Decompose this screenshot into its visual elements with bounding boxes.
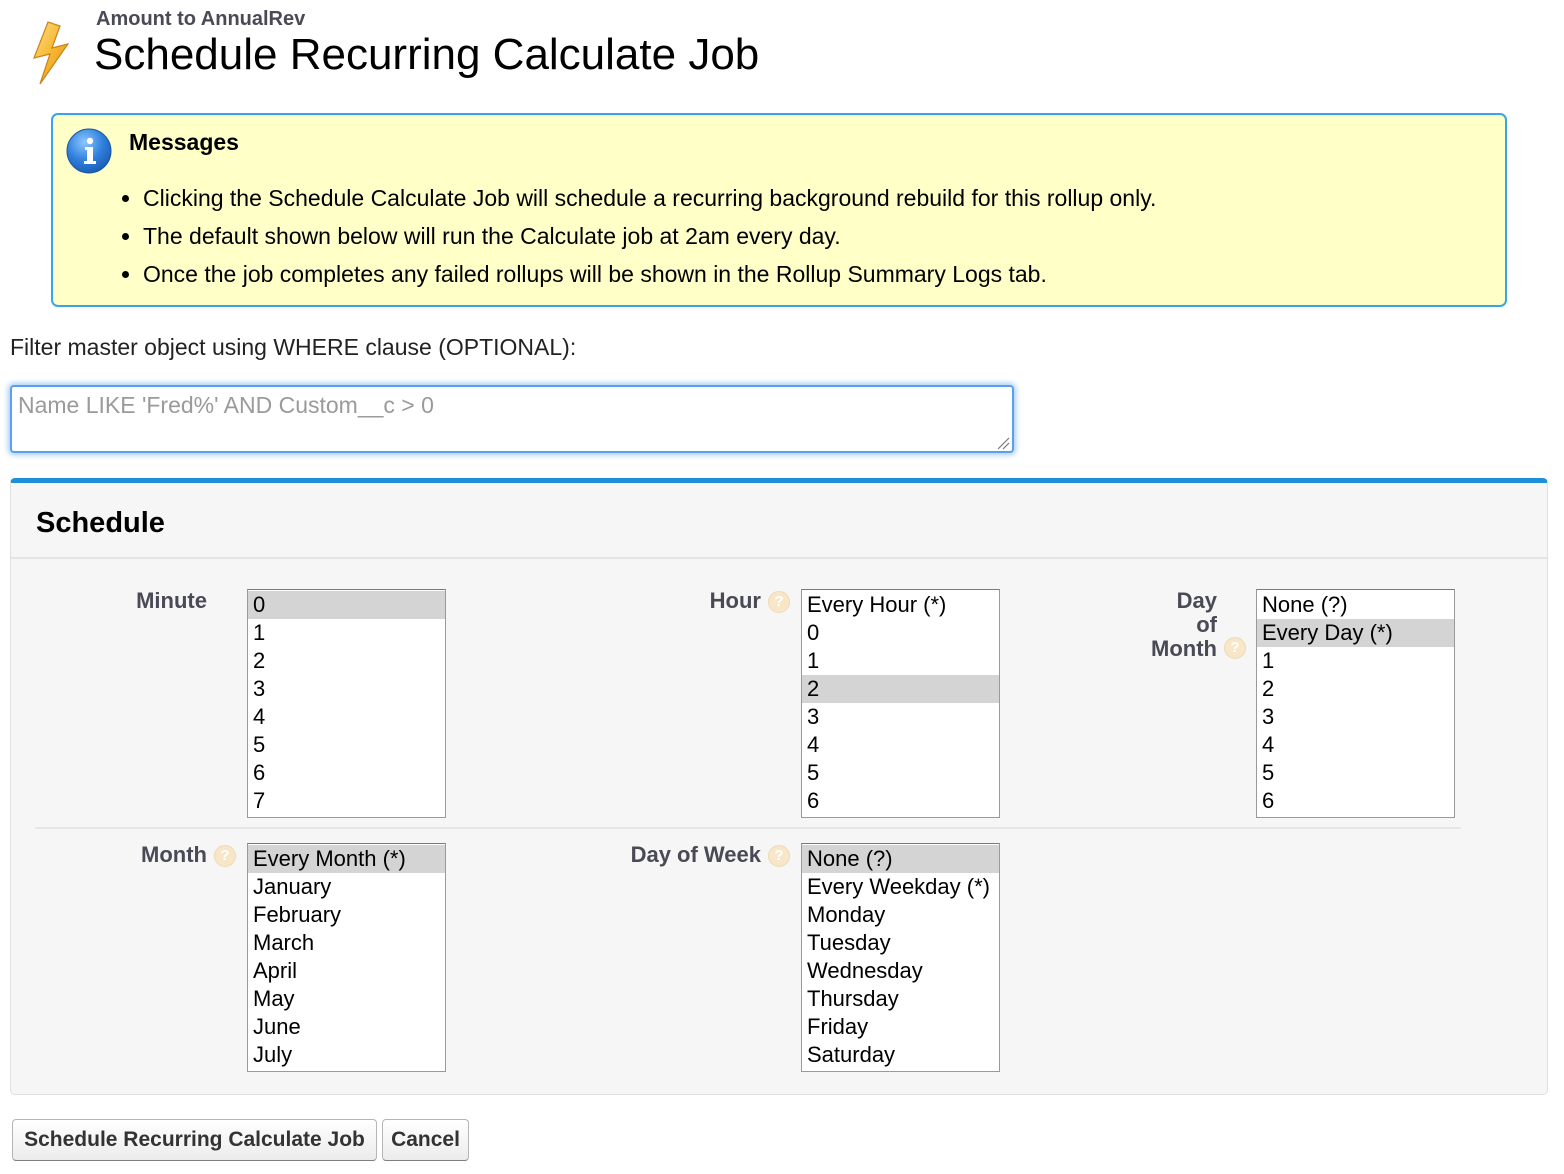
listbox-option[interactable]: Every Weekday (*) xyxy=(807,874,990,899)
minute-listbox[interactable] xyxy=(247,589,446,818)
listbox-option[interactable]: Monday xyxy=(807,902,886,927)
resize-handle-icon[interactable] xyxy=(996,436,1010,450)
listbox-option[interactable]: April xyxy=(253,958,298,983)
section-divider xyxy=(11,557,1547,559)
listbox-option[interactable]: 6 xyxy=(1262,788,1275,813)
day-of-week-label: Day of Week xyxy=(630,842,761,867)
day-of-month-label: Day of Month xyxy=(1151,588,1217,661)
listbox-option[interactable]: Every Hour (*) xyxy=(807,592,947,617)
listbox-option[interactable]: 0 xyxy=(248,591,445,619)
listbox-option[interactable]: 1 xyxy=(807,648,820,673)
listbox-option[interactable]: 7 xyxy=(253,788,266,813)
page-title: Schedule Recurring Calculate Job xyxy=(94,30,760,79)
listbox-option[interactable]: March xyxy=(253,930,315,955)
page-subtitle: Amount to AnnualRev xyxy=(96,8,306,30)
day-of-month-listbox[interactable] xyxy=(1256,589,1455,818)
message-item: • Once the job completes any failed rollups will be shown in the Rollup Summary Logs tab. xyxy=(143,255,1156,293)
message-item: • Clicking the Schedule Calculate Job will schedule a recurring background rebuild for this rollup only. xyxy=(143,179,1156,217)
listbox-option[interactable]: Thursday xyxy=(807,986,899,1011)
listbox-option[interactable]: Tuesday xyxy=(807,930,891,955)
month-label: Month xyxy=(141,842,207,867)
section-divider xyxy=(35,827,1461,829)
schedule-panel xyxy=(10,478,1548,1095)
messages-panel xyxy=(51,113,1507,307)
listbox-option[interactable]: February xyxy=(253,902,342,927)
help-icon[interactable]: ? xyxy=(768,591,790,613)
listbox-option[interactable]: 5 xyxy=(253,732,266,757)
listbox-option[interactable]: 0 xyxy=(807,620,820,645)
info-icon xyxy=(65,127,113,175)
listbox-option[interactable]: None (?) xyxy=(1262,592,1348,617)
help-icon[interactable]: ? xyxy=(1224,637,1246,659)
schedule-job-button[interactable]: Schedule Recurring Calculate Job xyxy=(12,1119,377,1161)
listbox-option[interactable]: Wednesday xyxy=(807,958,923,983)
listbox-option[interactable]: 5 xyxy=(1262,760,1275,785)
listbox-option[interactable]: Saturday xyxy=(807,1042,896,1067)
where-clause-input[interactable] xyxy=(10,385,1014,453)
hour-listbox[interactable] xyxy=(801,589,1000,818)
listbox-option[interactable]: 2 xyxy=(802,675,999,703)
listbox-option[interactable]: 2 xyxy=(1262,676,1275,701)
listbox-option[interactable]: 5 xyxy=(807,760,820,785)
listbox-option[interactable]: 3 xyxy=(1262,704,1275,729)
listbox-option[interactable]: 3 xyxy=(807,704,820,729)
help-icon[interactable]: ? xyxy=(768,845,790,867)
listbox-option[interactable]: Friday xyxy=(807,1014,869,1039)
listbox-option[interactable]: 4 xyxy=(253,704,266,729)
hour-label: Hour xyxy=(709,588,761,613)
listbox-option[interactable]: 4 xyxy=(1262,732,1275,757)
listbox-option[interactable]: 2 xyxy=(253,648,266,673)
listbox-option[interactable]: None (?) xyxy=(802,845,999,873)
listbox-option[interactable]: May xyxy=(253,986,295,1011)
messages-list xyxy=(115,179,1156,293)
minute-label: Minute xyxy=(136,588,207,613)
messages-title: Messages xyxy=(129,129,239,155)
filter-label: Filter master object using WHERE clause (OPTIONAL): xyxy=(10,334,577,360)
listbox-option[interactable]: 4 xyxy=(807,732,820,757)
listbox-option[interactable]: January xyxy=(253,874,332,899)
lightning-bolt-icon xyxy=(24,18,80,86)
day-of-week-listbox[interactable] xyxy=(801,843,1000,1072)
listbox-option[interactable]: 1 xyxy=(253,620,266,645)
month-listbox[interactable] xyxy=(247,843,446,1072)
schedule-title: Schedule xyxy=(36,507,165,539)
message-item: • The default shown below will run the Calculate job at 2am every day. xyxy=(143,217,1156,255)
listbox-option[interactable]: July xyxy=(253,1042,293,1067)
listbox-option[interactable]: 6 xyxy=(807,788,820,813)
listbox-option[interactable]: 1 xyxy=(1262,648,1275,673)
listbox-option[interactable]: Every Month (*) xyxy=(248,845,445,873)
listbox-option[interactable]: 3 xyxy=(253,676,266,701)
help-icon[interactable]: ? xyxy=(214,845,236,867)
page-header xyxy=(0,0,1564,100)
listbox-option[interactable]: 6 xyxy=(253,760,266,785)
cancel-button[interactable]: Cancel xyxy=(382,1119,469,1161)
listbox-option[interactable]: Every Day (*) xyxy=(1257,619,1454,647)
listbox-option[interactable]: June xyxy=(253,1014,301,1039)
